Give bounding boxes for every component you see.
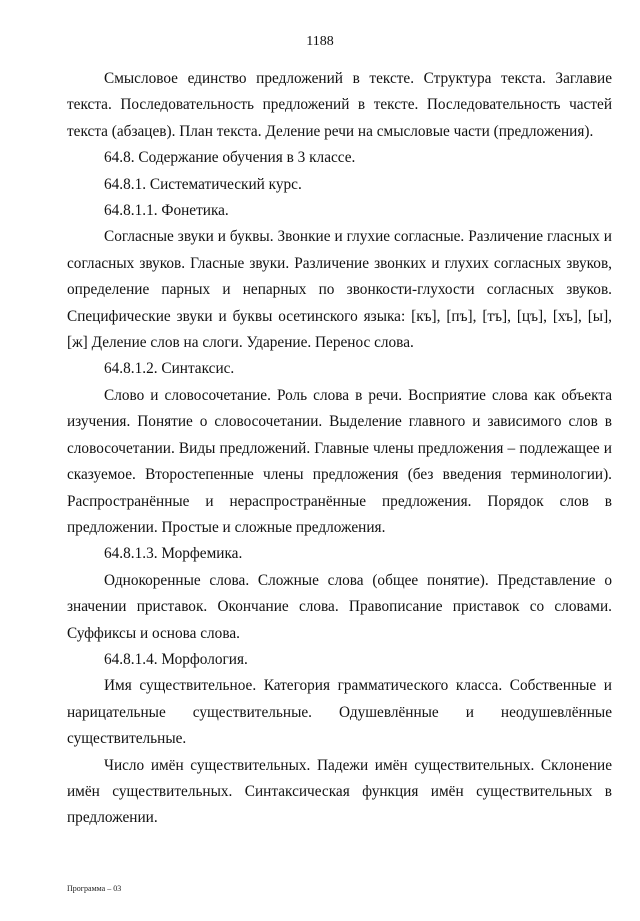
paragraph-syntax: Слово и словосочетание. Роль слова в речи. Восприятие слова как объекта изучения. Понятие о словосочетании. Выделение главного и зависимого слов в словосочетании. Виды предложений. Главные члены предложения – подлежащее и сказуемое. Второстепенные члены предложения (без введения терминологии). Распространённые и нераспространённые предложения. Порядок слов в предложении. Простые и сложные предложения. [67, 386, 612, 536]
page-number: 1188 [306, 34, 334, 49]
paragraph-noun-number-case: Число имён существительных. Падежи имён существительных. Склонение имён существительных. Синтаксическая функция имён существительных в предложении. [67, 756, 612, 827]
paragraph-phonetics: Согласные звуки и буквы. Звонкие и глухие согласные. Различение гласных и согласных звуков. Гласные звуки. Различение звонких и глухих согласных звуков, определение парных и непарных по звонкости-глухости согласных звуков. Специфические звуки и буквы осетинского языка: [къ], [пъ], [тъ], [цъ], [хъ], [ы], [ж] Деление слов на слоги. Ударение. Перенос слова. [67, 228, 612, 352]
section-heading-morphology: 64.8.1.4. Морфология. [104, 650, 248, 668]
paragraph-morphemics: Однокоренные слова. Сложные слова (общее понятие). Представление о значении приставок. Окончание слова. Правописание приставок со словами. Суффиксы и основа слова. [67, 571, 612, 642]
paragraph-noun: Имя существительное. Категория грамматического класса. Собственные и нарицательные существительные. Одушевлённые и неодушевлённые существительные. [67, 677, 612, 748]
section-heading-systematic-course: 64.8.1. Систематический курс. [104, 175, 302, 193]
paragraph-text-structure: Смысловое единство предложений в тексте. Структура текста. Заглавие текста. Последовательность предложений в тексте. Последовательность частей текста (абзацев). План текста. Деление речи на смысловые части (предложения). [67, 70, 612, 140]
section-heading-grade3-content: 64.8. Содержание обучения в 3 классе. [104, 149, 356, 167]
section-heading-syntax: 64.8.1.2. Синтаксис. [104, 360, 235, 378]
section-heading-phonetics: 64.8.1.1. Фонетика. [104, 202, 229, 220]
section-heading-morphemics: 64.8.1.3. Морфемика. [104, 545, 243, 563]
footer-label: Программа – 03 [67, 884, 122, 893]
document-body [67, 66, 612, 832]
